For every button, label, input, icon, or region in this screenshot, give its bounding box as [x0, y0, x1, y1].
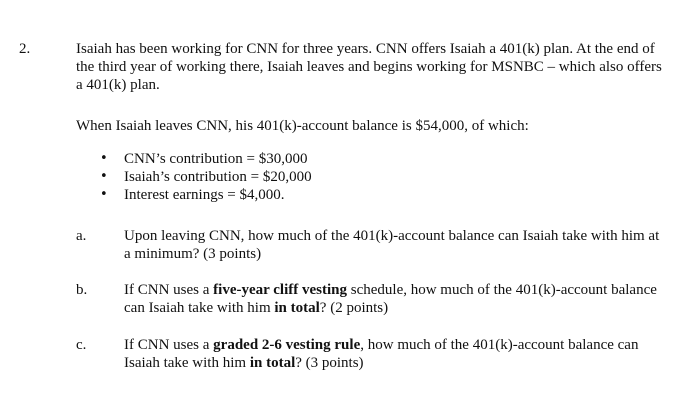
- contribution-list: [100, 150, 312, 204]
- part-b-label: b.: [76, 282, 88, 298]
- part-c-emphasis-total: in total: [249, 355, 296, 371]
- bullet-icon: •: [100, 169, 108, 184]
- part-c-emphasis-vesting: graded 2-6 vesting rule: [213, 337, 361, 353]
- part-a-label: a.: [76, 228, 87, 244]
- bullet-icon: •: [100, 187, 108, 202]
- balance-statement: When Isaiah leaves CNN, his 401(k)-account balance is $54,000, of which:: [76, 118, 529, 134]
- part-c-label: c.: [76, 337, 87, 353]
- list-item: [100, 150, 312, 168]
- part-b-emphasis-vesting: five-year cliff vesting: [213, 282, 347, 298]
- bullet-text: Isaiah’s contribution = $20,000: [124, 169, 312, 185]
- bullet-text: CNN’s contribution = $30,000: [124, 151, 308, 167]
- part-c-text: If CNN uses a graded 2-6 vesting rule, how much of the 401(k)-account balance can Isaiah take with him in total? (3 points): [124, 337, 639, 371]
- part-b-text: If CNN uses a five-year cliff vesting schedule, how much of the 401(k)-account balance can Isaiah take with him in total? (2 points): [124, 282, 657, 316]
- bullet-text: Interest earnings = $4,000.: [124, 187, 285, 203]
- bullet-icon: •: [100, 151, 108, 166]
- part-a-text: Upon leaving CNN, how much of the 401(k)-account balance can Isaiah take with him at a minimum? (3 points): [124, 228, 660, 262]
- question-number: 2.: [19, 41, 31, 57]
- question-stem: Isaiah has been working for CNN for three years. CNN offers Isaiah a 401(k) plan. At the end of the third year of working there, Isaiah leaves and begins working for MSNBC – which also offers a 401(k) plan.: [76, 41, 662, 93]
- list-item: [100, 186, 312, 204]
- part-b-emphasis-total: in total: [274, 300, 320, 316]
- list-item: [100, 168, 312, 186]
